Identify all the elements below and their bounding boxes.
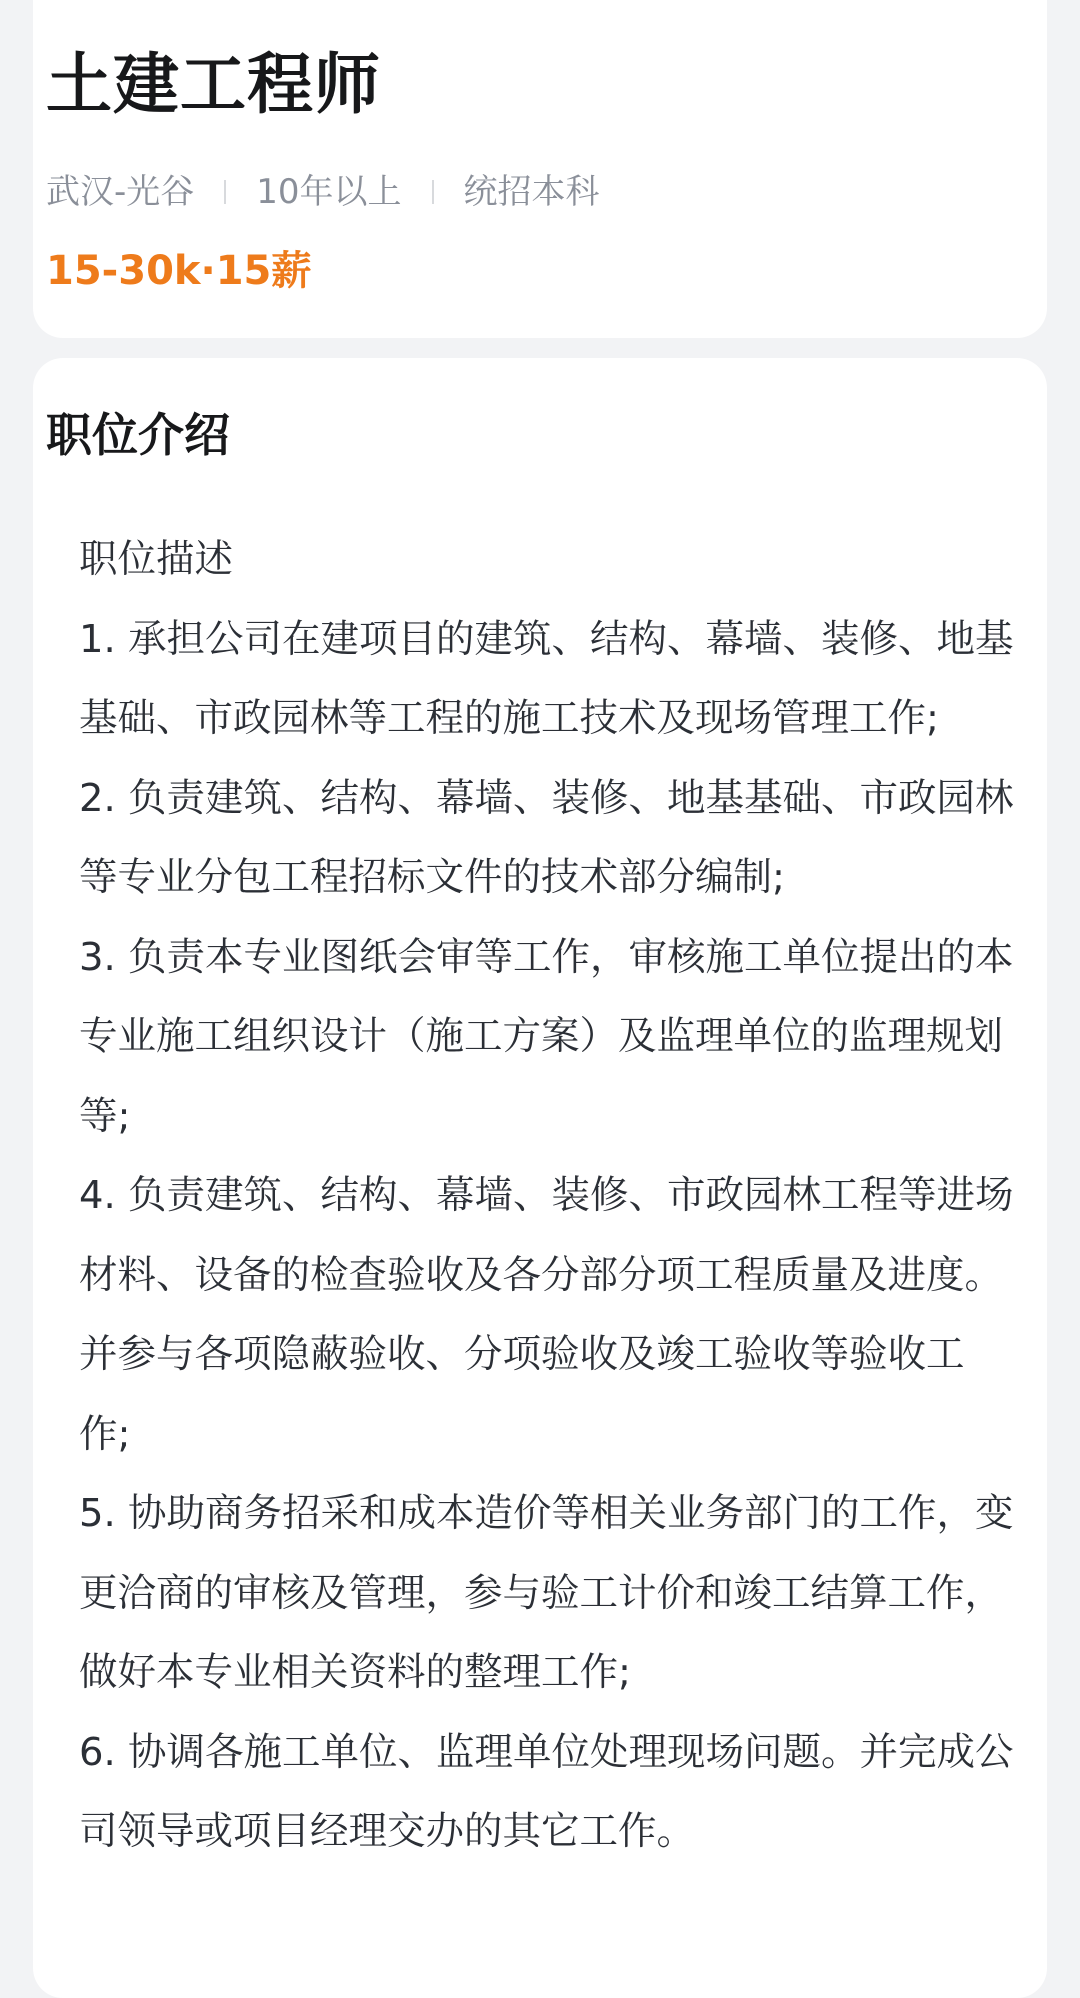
section-title: 职位介绍 [46,408,230,462]
job-experience: 10年以上 [256,172,402,212]
description-item: 2. 负责建筑、结构、幕墙、装修、地基基础、市政园林等专业分包工程招标文件的技术部分编制; [79,775,1014,900]
job-location: 武汉-光谷 [46,172,195,212]
description-item: 3. 负责本专业图纸会审等工作，审核施工单位提出的本专业施工组织设计（施工方案）及监理单位的监理规划等; [79,934,1014,1139]
job-meta [46,168,600,216]
job-salary: 15-30k·15薪 [46,248,312,294]
job-title: 土建工程师 [46,46,381,123]
job-description-text [79,520,1014,1872]
description-item: 6. 协调各施工单位、监理单位处理现场问题。并完成公司领导或项目经理交办的其它工作。 [79,1729,1014,1854]
meta-divider [432,180,434,204]
job-education: 统招本科 [463,172,600,212]
description-subtitle: 职位描述 [79,537,234,582]
description-item: 4. 负责建筑、结构、幕墙、装修、市政园林工程等进场材料、设备的检查验收及各分部分项工程质量及进度。并参与各项隐蔽验收、分项验收及竣工验收等验收工作; [79,1173,1014,1457]
meta-divider [224,180,226,204]
description-item: 1. 承担公司在建项目的建筑、结构、幕墙、装修、地基基础、市政园林等工程的施工技术及现场管理工作; [79,616,1014,741]
description-item: 5. 协助商务招采和成本造价等相关业务部门的工作，变更洽商的审核及管理，参与验工计价和竣工结算工作，做好本专业相关资料的整理工作; [79,1491,1014,1695]
